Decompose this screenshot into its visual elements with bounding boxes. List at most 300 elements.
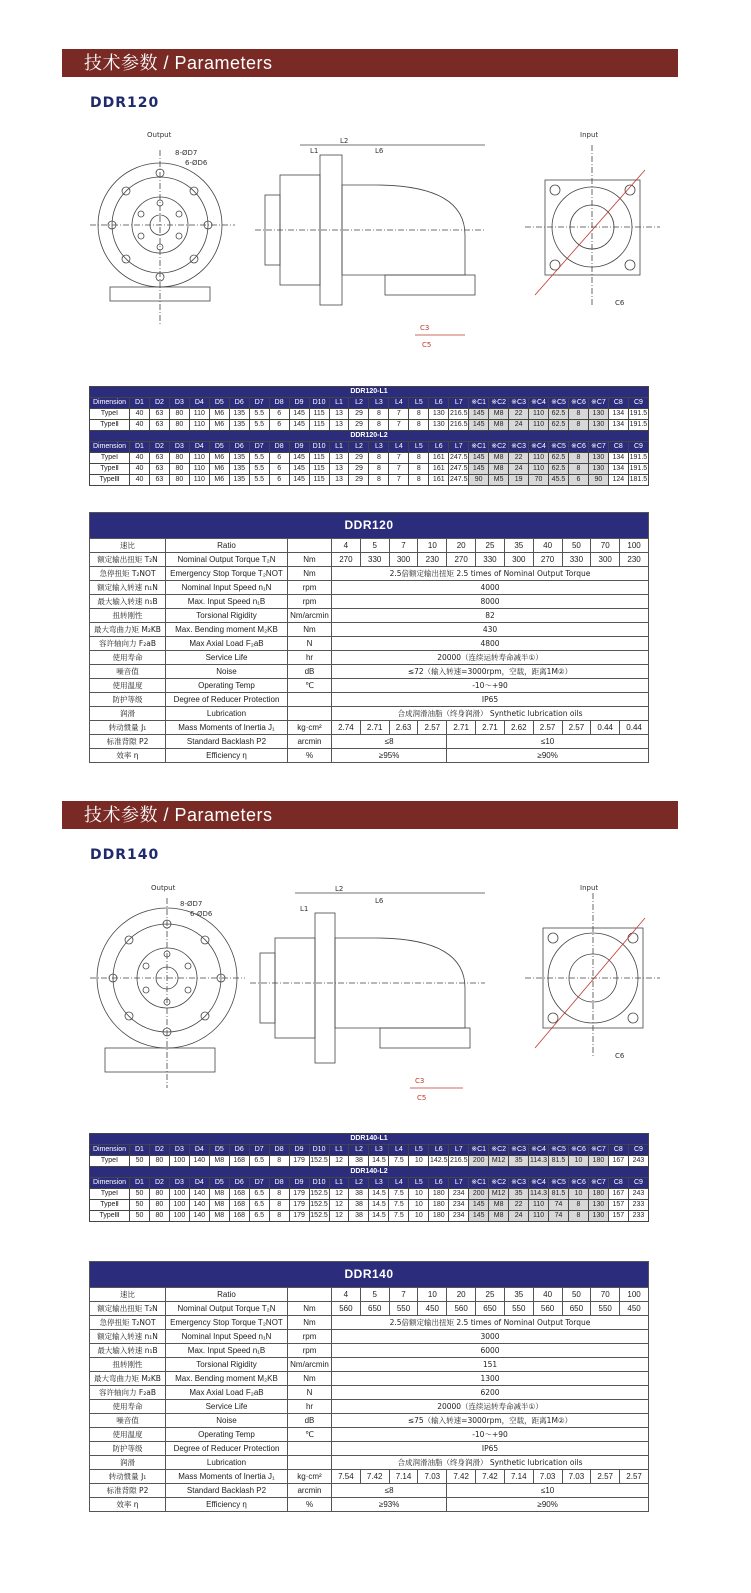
- dim-cell: 168: [229, 1200, 249, 1211]
- param-unit: hr: [288, 1400, 332, 1414]
- dim-cell: 161: [429, 475, 449, 486]
- dim-cell: 140: [189, 1156, 209, 1167]
- dimension-table: [89, 386, 649, 486]
- dim-cell: 152.5: [309, 1211, 329, 1222]
- param-unit: arcmin: [288, 735, 332, 749]
- dim-cell: 145: [469, 409, 489, 420]
- dim-cell: 200: [469, 1156, 489, 1167]
- param-name-cn: 容许轴向力 F₂aB: [90, 1386, 166, 1400]
- table-row: [90, 749, 649, 763]
- dim-cell: 6: [269, 475, 289, 486]
- dim-cell: M8: [489, 409, 509, 420]
- param-unit: %: [288, 749, 332, 763]
- table-row: [90, 567, 649, 581]
- dim-cell: 243: [628, 1189, 648, 1200]
- dim-cell: 167: [608, 1156, 628, 1167]
- model-title: DDR140: [90, 847, 160, 863]
- dim-cell: 115: [309, 409, 329, 420]
- param-unit: Nm/arcmin: [288, 1358, 332, 1372]
- param-value: 2.57: [591, 1470, 620, 1484]
- dim-cell: 7: [389, 475, 409, 486]
- dim-cell: 110: [189, 453, 209, 464]
- dim-cell: 145: [289, 464, 309, 475]
- dim-cell: 12: [329, 1211, 349, 1222]
- param-name-en: Torsional Rigidity: [166, 1358, 288, 1372]
- dim-cell: 8: [409, 409, 429, 420]
- table-row: [90, 735, 649, 749]
- dim-header-cell: D4: [189, 1145, 209, 1156]
- param-value: 2.74: [332, 721, 361, 735]
- dim-header-cell: D4: [189, 398, 209, 409]
- dim-cell: M8: [489, 453, 509, 464]
- param-name-cn: 效率 η: [90, 749, 166, 763]
- dim-header-cell: L6: [429, 398, 449, 409]
- param-unit: Nm: [288, 1316, 332, 1330]
- dim-header-cell: L3: [369, 1145, 389, 1156]
- dim-cell: 6.5: [249, 1200, 269, 1211]
- param-name-en: Lubrication: [166, 1456, 288, 1470]
- dim-cell: 62.5: [549, 453, 569, 464]
- dim-header-cell: L7: [449, 1145, 469, 1156]
- dim-cell: M6: [209, 464, 229, 475]
- dim-cell: 145: [289, 420, 309, 431]
- dim-cell: 7: [389, 464, 409, 475]
- dim-header-cell: L7: [449, 442, 469, 453]
- dim-cell: 179: [289, 1200, 309, 1211]
- param-value: 2.62: [504, 721, 533, 735]
- dim-cell: 234: [449, 1189, 469, 1200]
- param-value: 20000（连续运转寿命减半①）: [332, 1400, 649, 1414]
- params-body: [90, 513, 649, 763]
- dim-cell: 29: [349, 464, 369, 475]
- param-value: 2.57: [620, 1470, 649, 1484]
- params-title-row: [90, 1262, 649, 1288]
- table-row: [90, 721, 649, 735]
- dim-cell: 134: [608, 420, 628, 431]
- dim-cell: 14.5: [369, 1211, 389, 1222]
- param-value: ≤8: [332, 735, 447, 749]
- dim-cell: 45.5: [549, 475, 569, 486]
- table-row: [90, 1442, 649, 1456]
- param-name-cn: 转动惯量 J₁: [90, 1470, 166, 1484]
- dim-label: 8-ØD7: [175, 149, 198, 157]
- dim-cell: 6: [269, 453, 289, 464]
- param-value: 550: [591, 1302, 620, 1316]
- param-name-cn: 使用温度: [90, 679, 166, 693]
- param-value: 550: [389, 1302, 418, 1316]
- dim-cell: 80: [169, 475, 189, 486]
- dim-cell: 8: [568, 464, 588, 475]
- table-row: [90, 1414, 649, 1428]
- param-value: 300: [504, 553, 533, 567]
- param-name-cn: 使用温度: [90, 1428, 166, 1442]
- param-name-cn: 额定输出扭矩 T₂N: [90, 1302, 166, 1316]
- param-value: -10～+90: [332, 1428, 649, 1442]
- table-row: [90, 420, 649, 431]
- dim-header-cell: ※C6: [568, 1145, 588, 1156]
- param-name-cn: 防护等级: [90, 693, 166, 707]
- dim-cell: 135: [229, 409, 249, 420]
- dim-table-caption-row: [90, 1167, 649, 1178]
- dim-cell: 40: [130, 420, 150, 431]
- param-value: ≤75（输入转速=3000rpm，空载，距离1M②）: [332, 1414, 649, 1428]
- dim-cell: 130: [588, 420, 608, 431]
- dim-cell: 110: [529, 409, 549, 420]
- dim-cell: TypeⅡ: [90, 1200, 130, 1211]
- ratio-value: 10: [418, 539, 447, 553]
- dim-cell: 152.5: [309, 1189, 329, 1200]
- param-value: 230: [620, 553, 649, 567]
- dim-table-header-row: [90, 398, 649, 409]
- dim-cell: 40: [130, 453, 150, 464]
- param-unit: Nm/arcmin: [288, 609, 332, 623]
- dim-label: 6-ØD6: [190, 910, 213, 918]
- dim-cell: 10: [568, 1189, 588, 1200]
- dim-label: C5: [417, 1094, 427, 1102]
- dim-cell: 80: [169, 453, 189, 464]
- dim-cell: 50: [130, 1189, 150, 1200]
- dim-header-cell: L3: [369, 398, 389, 409]
- table-row: [90, 553, 649, 567]
- ratio-value: 70: [591, 1288, 620, 1302]
- ratio-value: 7: [389, 539, 418, 553]
- dim-cell: 22: [509, 1200, 529, 1211]
- param-unit: ℃: [288, 679, 332, 693]
- param-name-cn: 标准背隙 P2: [90, 735, 166, 749]
- dim-cell: 80: [169, 464, 189, 475]
- dim-cell: 130: [588, 1200, 608, 1211]
- dim-header-cell: L6: [429, 1178, 449, 1189]
- table-row: [90, 1302, 649, 1316]
- param-value: 4800: [332, 637, 649, 651]
- dim-cell: 80: [169, 409, 189, 420]
- dim-cell: 124: [608, 475, 628, 486]
- dim-header-cell: ※C2: [489, 1178, 509, 1189]
- param-name-cn: 额定输入转速 n₁N: [90, 581, 166, 595]
- param-unit: kg·cm²: [288, 721, 332, 735]
- dim-cell: 8: [568, 1200, 588, 1211]
- dim-cell: 110: [529, 420, 549, 431]
- dim-header-cell: L2: [349, 398, 369, 409]
- param-value: 20000（连续运转寿命减半①）: [332, 651, 649, 665]
- dim-header-cell: ※C7: [588, 1178, 608, 1189]
- dim-header-cell: D8: [269, 442, 289, 453]
- param-name-cn: 额定输出扭矩 T₂N: [90, 553, 166, 567]
- dim-cell: 10: [409, 1189, 429, 1200]
- param-name-en: Max. Input Speed n₁B: [166, 1344, 288, 1358]
- param-unit: Nm: [288, 1302, 332, 1316]
- dim-cell: 62.5: [549, 464, 569, 475]
- dim-cell: 180: [588, 1156, 608, 1167]
- table-row: [90, 637, 649, 651]
- dim-header-cell: L6: [429, 442, 449, 453]
- param-unit: N: [288, 637, 332, 651]
- ratio-value: 35: [504, 539, 533, 553]
- dim-cell: 81.5: [549, 1189, 569, 1200]
- dim-table-l1: [90, 1134, 649, 1222]
- dim-table-header-row: [90, 1145, 649, 1156]
- dim-table-caption: DDR120-L2: [90, 431, 649, 442]
- dim-cell: 100: [169, 1189, 189, 1200]
- ratio-value: 35: [504, 1288, 533, 1302]
- drawing-svg: [85, 125, 665, 370]
- dim-cell: 216.5: [449, 420, 469, 431]
- dim-header-cell: D5: [209, 442, 229, 453]
- dim-header-cell: ※C1: [469, 398, 489, 409]
- dim-cell: 110: [189, 409, 209, 420]
- dim-cell: 24: [509, 464, 529, 475]
- dim-header-cell: ※C7: [588, 442, 608, 453]
- param-unit: dB: [288, 665, 332, 679]
- param-unit: rpm: [288, 581, 332, 595]
- dim-header-cell: Dimension: [90, 1178, 130, 1189]
- param-value: 650: [360, 1302, 389, 1316]
- dim-cell: 5.5: [249, 420, 269, 431]
- param-value: 8000: [332, 595, 649, 609]
- param-name-en: Lubrication: [166, 707, 288, 721]
- dim-header-cell: D8: [269, 1178, 289, 1189]
- dim-cell: 140: [189, 1189, 209, 1200]
- param-name-cn: 容许轴向力 F₂aB: [90, 637, 166, 651]
- dim-cell: 12: [329, 1189, 349, 1200]
- param-name-en: Degree of Reducer Protection: [166, 1442, 288, 1456]
- dim-cell: M8: [209, 1156, 229, 1167]
- dim-header-cell: L1: [329, 1145, 349, 1156]
- param-unit: Nm: [288, 567, 332, 581]
- param-name-cn: 最大输入转速 n₁B: [90, 595, 166, 609]
- param-value: 330: [360, 553, 389, 567]
- param-name-cn: 噪音值: [90, 1414, 166, 1428]
- dim-cell: 63: [149, 409, 169, 420]
- dim-cell: 191.5: [628, 464, 648, 475]
- ratio-value: 20: [447, 1288, 476, 1302]
- dim-cell: 38: [349, 1211, 369, 1222]
- dim-label: 8-ØD7: [180, 900, 203, 908]
- dim-cell: 247.5: [449, 453, 469, 464]
- ratio-value: 50: [562, 1288, 591, 1302]
- dim-label: L2: [340, 137, 349, 145]
- param-unit: rpm: [288, 1344, 332, 1358]
- dim-cell: 38: [349, 1156, 369, 1167]
- param-name-en: Mass Moments of Inertia J₁: [166, 721, 288, 735]
- dim-cell: 50: [130, 1200, 150, 1211]
- ratio-value: 40: [533, 539, 562, 553]
- param-value: IP65: [332, 693, 649, 707]
- dim-cell: 168: [229, 1189, 249, 1200]
- param-name-en: Standard Backlash P2: [166, 735, 288, 749]
- dim-cell: 24: [509, 420, 529, 431]
- dim-cell: 247.5: [449, 464, 469, 475]
- dim-header-cell: D8: [269, 398, 289, 409]
- params-title: DDR120: [90, 513, 649, 539]
- dim-cell: 13: [329, 420, 349, 431]
- dim-label: C6: [615, 299, 625, 307]
- param-value: 合成润滑油脂（终身润滑） Synthetic lubrication oils: [332, 1456, 649, 1470]
- param-value: 合成润滑油脂（终身润滑） Synthetic lubrication oils: [332, 707, 649, 721]
- dim-cell: 8: [568, 1211, 588, 1222]
- dim-cell: 247.5: [449, 475, 469, 486]
- param-value: ≥95%: [332, 749, 447, 763]
- dim-cell: M6: [209, 420, 229, 431]
- dim-cell: 10: [409, 1200, 429, 1211]
- dim-cell: 135: [229, 475, 249, 486]
- dim-cell: 6.5: [249, 1189, 269, 1200]
- param-name-cn: 最大弯曲力矩 M₂KB: [90, 623, 166, 637]
- dim-header-cell: C9: [628, 442, 648, 453]
- param-name-en: Mass Moments of Inertia J₁: [166, 1470, 288, 1484]
- table-row: [90, 665, 649, 679]
- dim-cell: 13: [329, 453, 349, 464]
- param-name-en: Torsional Rigidity: [166, 609, 288, 623]
- dim-cell: 110: [529, 464, 549, 475]
- table-row: [90, 1358, 649, 1372]
- dim-cell: 110: [529, 453, 549, 464]
- dim-cell: 13: [329, 409, 349, 420]
- table-row: [90, 623, 649, 637]
- dim-header-cell: D9: [289, 442, 309, 453]
- dim-header-cell: ※C4: [529, 1178, 549, 1189]
- dim-cell: M8: [489, 464, 509, 475]
- param-name-cn: 噪音值: [90, 665, 166, 679]
- dim-table-header-row: [90, 1178, 649, 1189]
- dim-cell: 62.5: [549, 420, 569, 431]
- param-name-cn: 润滑: [90, 707, 166, 721]
- dim-cell: 180: [429, 1211, 449, 1222]
- dim-cell: 191.5: [628, 420, 648, 431]
- dim-header-cell: L4: [389, 1145, 409, 1156]
- ratio-value: 7: [389, 1288, 418, 1302]
- dim-header-cell: D6: [229, 1178, 249, 1189]
- dim-cell: 5.5: [249, 464, 269, 475]
- dimension-table: [89, 1133, 649, 1222]
- dim-cell: 5.5: [249, 409, 269, 420]
- dim-cell: 234: [449, 1200, 469, 1211]
- table-row: [90, 464, 649, 475]
- dim-header-cell: L7: [449, 398, 469, 409]
- param-value: 230: [418, 553, 447, 567]
- param-unit: Nm: [288, 1372, 332, 1386]
- dim-cell: 8: [568, 420, 588, 431]
- parameters-table: [89, 512, 649, 763]
- ratio-value: 100: [620, 1288, 649, 1302]
- ratio-value: 100: [620, 539, 649, 553]
- param-value: ≥90%: [447, 1498, 649, 1512]
- ratio-row: [90, 1288, 649, 1302]
- section-banner: 技术参数 / Parameters: [62, 801, 678, 829]
- ratio-value: 5: [360, 539, 389, 553]
- dim-cell: 7: [389, 420, 409, 431]
- dim-cell: 19: [509, 475, 529, 486]
- dim-header-cell: ※C3: [509, 442, 529, 453]
- dim-header-cell: L2: [349, 1145, 369, 1156]
- dim-cell: 100: [169, 1200, 189, 1211]
- table-row: [90, 1316, 649, 1330]
- param-name-cn: 使用寿命: [90, 1400, 166, 1414]
- param-name-en: Operating Temp: [166, 1428, 288, 1442]
- table-row: [90, 1330, 649, 1344]
- param-unit: N: [288, 1386, 332, 1400]
- table-row: [90, 1200, 649, 1211]
- dim-header-cell: D3: [169, 1145, 189, 1156]
- param-name-cn: 效率 η: [90, 1498, 166, 1512]
- table-row: [90, 693, 649, 707]
- param-value: 450: [620, 1302, 649, 1316]
- param-name-cn: 最大输入转速 n₁B: [90, 1344, 166, 1358]
- param-unit: ℃: [288, 1428, 332, 1442]
- dim-label: L6: [375, 897, 384, 905]
- table-row: [90, 1344, 649, 1358]
- dim-cell: 14.5: [369, 1156, 389, 1167]
- dim-cell: 191.5: [628, 409, 648, 420]
- dim-cell: 8: [369, 409, 389, 420]
- dim-header-cell: Dimension: [90, 398, 130, 409]
- param-value: 7.03: [418, 1470, 447, 1484]
- dim-header-cell: D5: [209, 1178, 229, 1189]
- dim-header-cell: D9: [289, 1178, 309, 1189]
- output-label: Output: [151, 884, 176, 892]
- dim-header-cell: ※C5: [549, 1178, 569, 1189]
- param-value: 7.42: [447, 1470, 476, 1484]
- dim-cell: 8: [269, 1200, 289, 1211]
- param-name-cn: 使用寿命: [90, 651, 166, 665]
- dim-cell: M12: [489, 1189, 509, 1200]
- param-unit: kg·cm²: [288, 1470, 332, 1484]
- dim-cell: 29: [349, 420, 369, 431]
- dim-header-cell: D2: [149, 442, 169, 453]
- dim-cell: 7.5: [389, 1156, 409, 1167]
- dim-header-cell: L5: [409, 398, 429, 409]
- param-name-en: Service Life: [166, 651, 288, 665]
- dim-header-cell: ※C4: [529, 1145, 549, 1156]
- dim-cell: 145: [289, 409, 309, 420]
- table-row: [90, 1428, 649, 1442]
- dim-cell: 179: [289, 1156, 309, 1167]
- table-row: [90, 1456, 649, 1470]
- dim-cell: 157: [608, 1211, 628, 1222]
- param-value: ≤72（输入转速=3000rpm，空载，距离1M②）: [332, 665, 649, 679]
- param-name-cn: 急停扭矩 T₂NOT: [90, 567, 166, 581]
- param-value: ≤10: [447, 735, 649, 749]
- dim-cell: M8: [209, 1189, 229, 1200]
- ratio-value: 4: [332, 539, 361, 553]
- dim-cell: M6: [209, 453, 229, 464]
- param-name-en: Max Axial Load F₂aB: [166, 1386, 288, 1400]
- ratio-label-cn: 速比: [90, 1288, 166, 1302]
- param-name-en: Noise: [166, 665, 288, 679]
- dim-header-cell: L1: [329, 1178, 349, 1189]
- param-value: 2.57: [418, 721, 447, 735]
- dim-header-cell: ※C7: [588, 398, 608, 409]
- param-name-en: Nominal Input Speed n₁N: [166, 1330, 288, 1344]
- dim-header-cell: ※C4: [529, 398, 549, 409]
- dim-cell: 115: [309, 464, 329, 475]
- param-value: ≥90%: [447, 749, 649, 763]
- param-value: 7.14: [389, 1470, 418, 1484]
- dim-cell: M8: [489, 1211, 509, 1222]
- dim-cell: 8: [409, 475, 429, 486]
- param-value: 560: [332, 1302, 361, 1316]
- dim-cell: 90: [588, 475, 608, 486]
- param-unit: [288, 693, 332, 707]
- dim-header-cell: D6: [229, 398, 249, 409]
- dim-cell: 180: [588, 1189, 608, 1200]
- param-name-en: Emergency Stop Torque T₂NOT: [166, 1316, 288, 1330]
- dim-cell: 29: [349, 409, 369, 420]
- dim-cell: 135: [229, 453, 249, 464]
- table-row: [90, 581, 649, 595]
- param-value: 2.71: [447, 721, 476, 735]
- table-row: [90, 679, 649, 693]
